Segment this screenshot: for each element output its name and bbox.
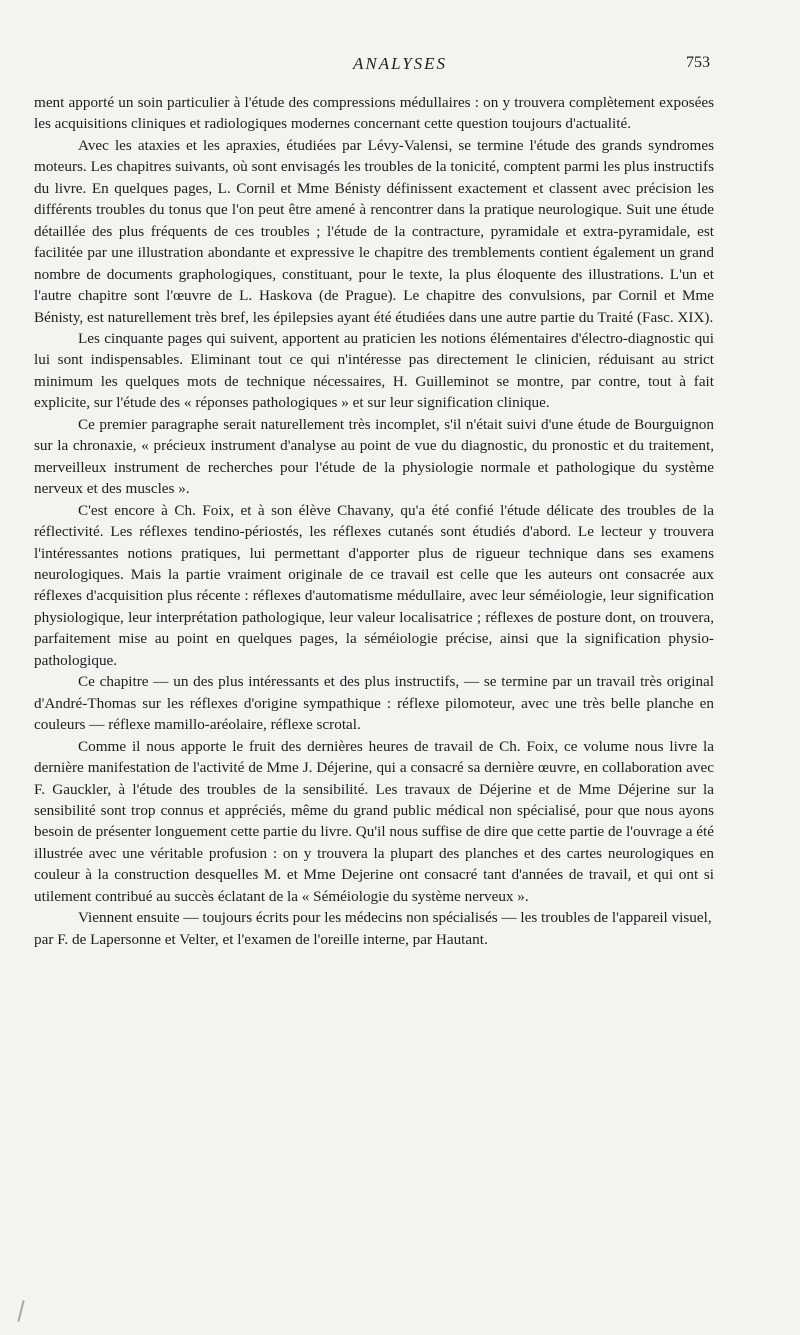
paragraph: Les cinquante pages qui suivent, apportent au praticien les notions élémentaires d'électro-diagnostic qui lui sont indispensables. Eliminant tout ce qui n'intéresse pas directement le clinicien, réduisant au strict minimum les quelques mots de technique nécessaires, H. Guilleminot se montre, par contre, tout à fait explicite, sur l'étude des « réponses pathologiques » et sur leur signification clinique.: [34, 329, 714, 412]
paragraph: Ce premier paragraphe serait naturellement très incomplet, s'il n'était suivi d'une étude de Bourguignon sur la chronaxie, « précieux instrument d'analyse au point de vue du diagnostic, du pronostic et du traitement, merveilleux instrument de recherches pour l'étude de la physiologie normale et pathologique du système nerveux et des muscles ».: [34, 415, 714, 498]
paragraph: Avec les ataxies et les apraxies, étudiées par Lévy-Valensi, se termine l'étude des grands syndromes moteurs. Les chapitres suivants, où sont envisagés les troubles de la tonicité, comptent parmi les plus instructifs du livre. En quelques pages, L. Cornil et Mme Bénisty définissent exactement et classent avec précision les différents troubles du tonus que l'on peut être amené à rencontrer dans la pratique neurologique. Suit une étude détaillée des plus fréquents de ces troubles ; l'étude de la contracture, pyramidale et extra-pyramidale, est facilitée par une illustration abondante et expressive le chapitre des tremblements contient également un grand nombre de documents graphologiques, constituant, pour le texte, la plus éloquente des illustrations. L'un et l'autre chapitre sont l'œuvre de L. Haskova (de Prague). Le chapitre des convulsions, par Cornil et Mme Bénisty, est naturellement très bref, les épilepsies ayant été étudiées dans une autre partie du Traité (Fasc. XIX).: [34, 136, 714, 326]
paragraph: Comme il nous apporte le fruit des dernières heures de travail de Ch. Foix, ce volume nous livre la dernière manifestation de l'activité de Mme J. Déjerine, qui a consacré sa dernière œuvre, en collaboration avec F. Gauckler, à l'étude des troubles de la sensibilité. Les travaux de Déjerine et de Mme Déjerine sur la sensibilité sont trop connus et appréciés, même du grand public médical non spécialisé, pour que nous ayons besoin de présenter longuement cette partie du livre. Qu'il nous suffise de dire que cette partie de l'ouvrage a été illustrée avec une véritable profusion : on y trouvera la plupart des planches et des cartes neurologiques en couleur à la construction desquelles M. et Mme Dejerine ont consacré tant d'années de travail, et qui ont si utilement contribué au succès éclatant de la « Séméiologie du système nerveux ».: [34, 737, 714, 905]
paragraph: ment apporté un soin particulier à l'étude des compressions médullaires : on y trouvera complètement exposées les acquisitions cliniques et radiologiques modernes concernant cette question toujours d'actualité.: [34, 94, 714, 133]
paragraph: C'est encore à Ch. Foix, et à son élève Chavany, qu'a été confié l'étude délicate des troubles de la réflectivité. Les réflexes tendino-périostés, les réflexes cutanés sont étudiés d'abord. Le lecteur y trouvera l'intéressantes notions pratiques, lui permettant d'apporter plus de rigueur technique dans ses examens neurologiques. Mais la partie vraiment originale de ce travail est celle que les auteurs ont consacrée aux réflexes d'acquisition plus récente : réflexes d'automatisme médullaire, avec leur séméiologie, leur signification physiologique, leur interprétation pathologique, leur valeur localisatrice ; réflexes de posture dont, on trouvera, parfaitement mise au point en quelques pages, la séméiologie précise, ainsi que la signification physio-pathologique.: [34, 501, 714, 669]
running-title: ANALYSES: [352, 54, 448, 73]
paragraph: Viennent ensuite — toujours écrits pour les médecins non spécialisés — les troubles de l'appareil visuel, par F. de Lapersonne et Velter, et l'examen de l'oreille interne, par Hautant.: [34, 909, 712, 948]
running-head: [0, 54, 800, 78]
body-text: [34, 92, 714, 950]
page-number: 753: [686, 54, 710, 71]
paragraph: Ce chapitre — un des plus intéressants et des plus instructifs, — se termine par un travail très original d'André-Thomas sur les réflexes d'origine sympathique : réflexe pilomoteur, avec une très belle planche en couleurs — réflexe mamillo-aréolaire, réflexe scrotal.: [34, 673, 714, 734]
margin-mark: [17, 1300, 24, 1322]
